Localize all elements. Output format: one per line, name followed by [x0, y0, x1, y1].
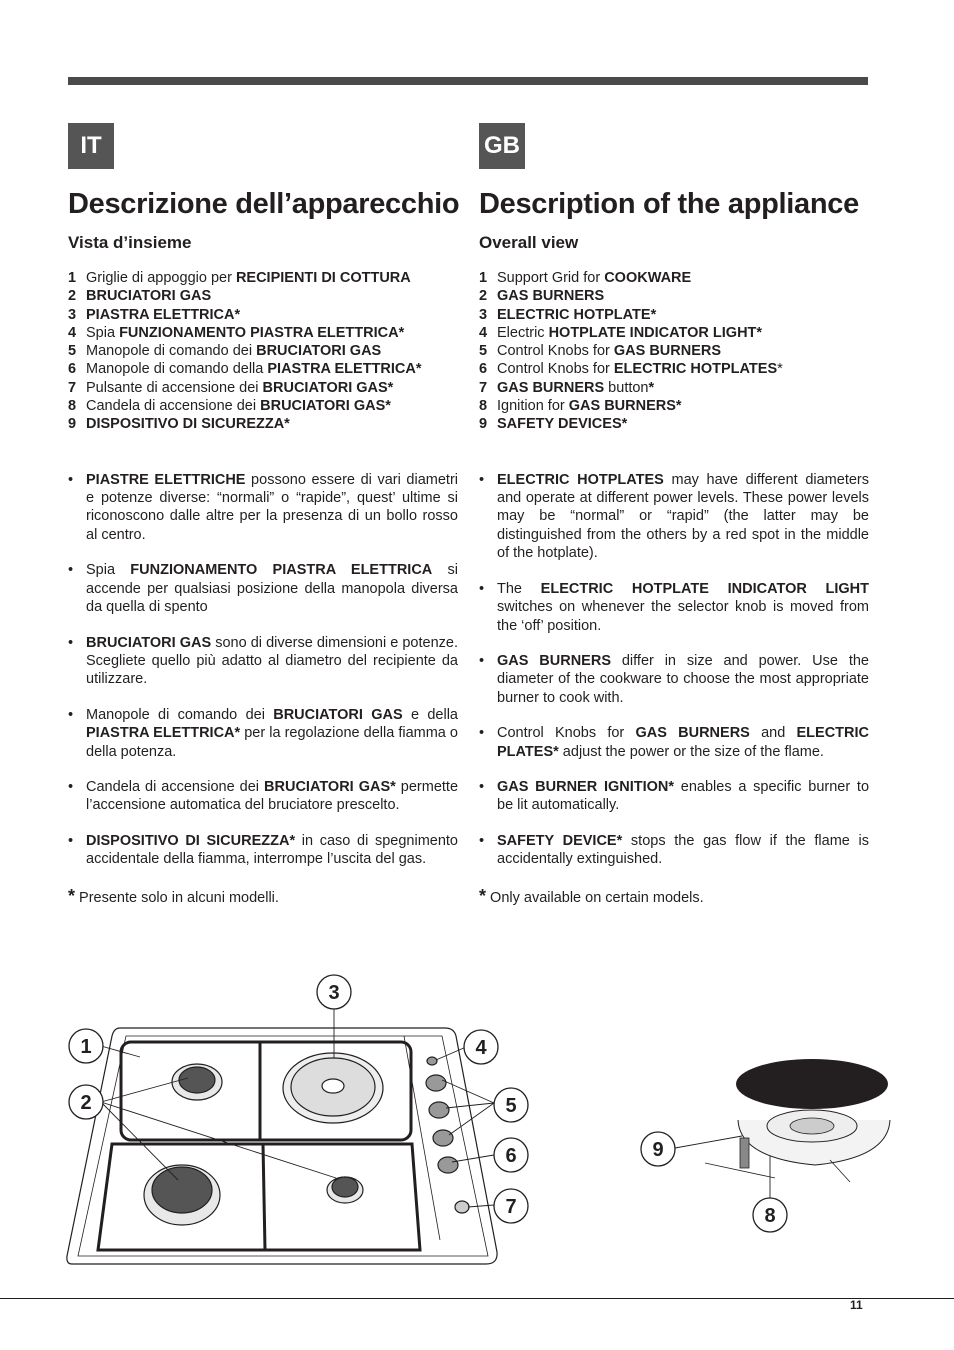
callout-9: 9	[652, 1139, 664, 1161]
part-number: 4	[68, 324, 77, 341]
part-text: Griglie di appoggio per RECIPIENTI DI COTTURA	[86, 270, 411, 286]
part-text: Control Knobs for GAS BURNERS	[497, 343, 722, 360]
subtitle-it: Vista d’insieme	[68, 233, 192, 252]
part-number: 6	[68, 361, 77, 378]
hob-illustration	[67, 1028, 497, 1264]
part-text: Ignition for GAS BURNERS*	[497, 398, 682, 415]
note-text: DISPOSITIVO DI SICUREZZA* in caso di spegnimento accidentale della fiamma, interrompe l’uscita del gas.	[86, 832, 458, 868]
title-gb: Description of the appliance	[479, 188, 859, 220]
part-number: 7	[479, 379, 488, 396]
part-number: 2	[68, 288, 77, 305]
note-text: GAS BURNERS differ in size and power. Use the diameter of the cookware to choose the most appropriate burner to cook with.	[497, 652, 869, 706]
callout-8: 8	[764, 1205, 776, 1227]
part-text: Support Grid for COOKWARE	[497, 270, 692, 286]
burner-detail-illustration	[705, 1059, 890, 1182]
part-number: 4	[479, 324, 488, 341]
part-text: GAS BURNERS	[497, 288, 605, 305]
part-text: SAFETY DEVICES*	[497, 416, 628, 433]
note-text: SAFETY DEVICE* stops the gas flow if the flame is accidentally extinguished.	[497, 832, 869, 868]
bottom-rule	[0, 1298, 954, 1299]
part-number: 5	[479, 343, 488, 360]
part-number: 8	[68, 398, 77, 415]
lang-badge-gb: GB	[479, 123, 525, 169]
callout-4: 4	[475, 1037, 487, 1059]
note-text: PIASTRE ELETTRICHE possono essere di vari diametri e potenze diverse: “normali” o “rapide”, quest’ ultime si riconoscono dalle altre per la presenza di un bollo rosso al centro.	[86, 471, 458, 543]
part-text: BRUCIATORI GAS	[86, 288, 212, 305]
footnote-text: Presente solo in alcuni modelli.	[79, 889, 279, 906]
part-number: 7	[68, 379, 77, 396]
part-number: 1	[479, 270, 488, 286]
part-text: Control Knobs for ELECTRIC HOTPLATES*	[497, 361, 783, 378]
note-text: Candela di accensione dei BRUCIATORI GAS* permette l’accensione automatica del bruciatore prescelto.	[86, 778, 459, 814]
note-text: The ELECTRIC HOTPLATE INDICATOR LIGHT switches on whenever the selector knob is moved from the ‘off’ position.	[497, 580, 869, 634]
note-text: Manopole di comando dei BRUCIATORI GAS e della PIASTRA ELETTRICA* per la regolazione della fiamma o della potenza.	[86, 706, 458, 760]
callout-3: 3	[328, 982, 340, 1004]
note-text: GAS BURNER IGNITION* enables a specific burner to be lit automatically.	[497, 778, 870, 814]
callout-2: 2	[80, 1092, 92, 1114]
part-number: 3	[479, 306, 488, 323]
callout-1: 1	[80, 1036, 92, 1058]
part-number: 2	[479, 288, 488, 305]
title-it: Descrizione dell’apparecchio	[68, 188, 460, 220]
callout-6: 6	[505, 1145, 517, 1167]
footnote-text: Only available on certain models.	[490, 889, 704, 906]
part-text: PIASTRA ELETTRICA*	[86, 306, 241, 323]
part-number: 1	[68, 270, 77, 286]
footnote-star: *	[479, 885, 487, 906]
note-text: Control Knobs for GAS BURNERS and ELECTRIC PLATES* adjust the power or the size of the flame.	[497, 725, 869, 760]
part-number: 6	[479, 361, 488, 378]
part-number: 5	[68, 343, 77, 360]
page-number: 11	[850, 1298, 863, 1312]
part-text: Spia FUNZIONAMENTO PIASTRA ELETTRICA*	[86, 324, 405, 341]
part-text: Electric HOTPLATE INDICATOR LIGHT*	[497, 324, 763, 341]
part-text: Pulsante di accensione dei BRUCIATORI GAS*	[86, 379, 394, 396]
part-text: GAS BURNERS button*	[497, 379, 655, 396]
lang-badge-it: IT	[68, 123, 114, 169]
note-text: Spia FUNZIONAMENTO PIASTRA ELETTRICA si accende per qualsiasi posizione della manopola diversa da quella di spento	[86, 562, 458, 616]
callout-7: 7	[505, 1196, 517, 1218]
part-number: 3	[68, 306, 77, 323]
part-text: Manopole di comando dei BRUCIATORI GAS	[86, 343, 382, 360]
callout-5: 5	[505, 1095, 517, 1117]
part-number: 9	[68, 416, 77, 433]
part-number: 8	[479, 398, 488, 415]
part-text: Candela di accensione dei BRUCIATORI GAS*	[86, 398, 391, 415]
footnote-star: *	[68, 885, 76, 906]
subtitle-gb: Overall view	[479, 233, 579, 252]
part-text: DISPOSITIVO DI SICUREZZA*	[86, 416, 290, 433]
part-text: Manopole di comando della PIASTRA ELETTRICA*	[86, 361, 422, 378]
part-number: 9	[479, 416, 488, 433]
part-text: ELECTRIC HOTPLATE*	[497, 306, 657, 323]
note-text: ELECTRIC HOTPLATES may have different diameters and operate at different power levels. These power levels may be “normal” or “rapid” (the latter may be distinguished from the others by a red spot in the middle of the hotplate).	[497, 471, 869, 562]
note-text: BRUCIATORI GAS sono di diverse dimensioni e potenze. Scegliete quello più adatto al diametro del recipiente da utilizzare.	[86, 634, 458, 688]
